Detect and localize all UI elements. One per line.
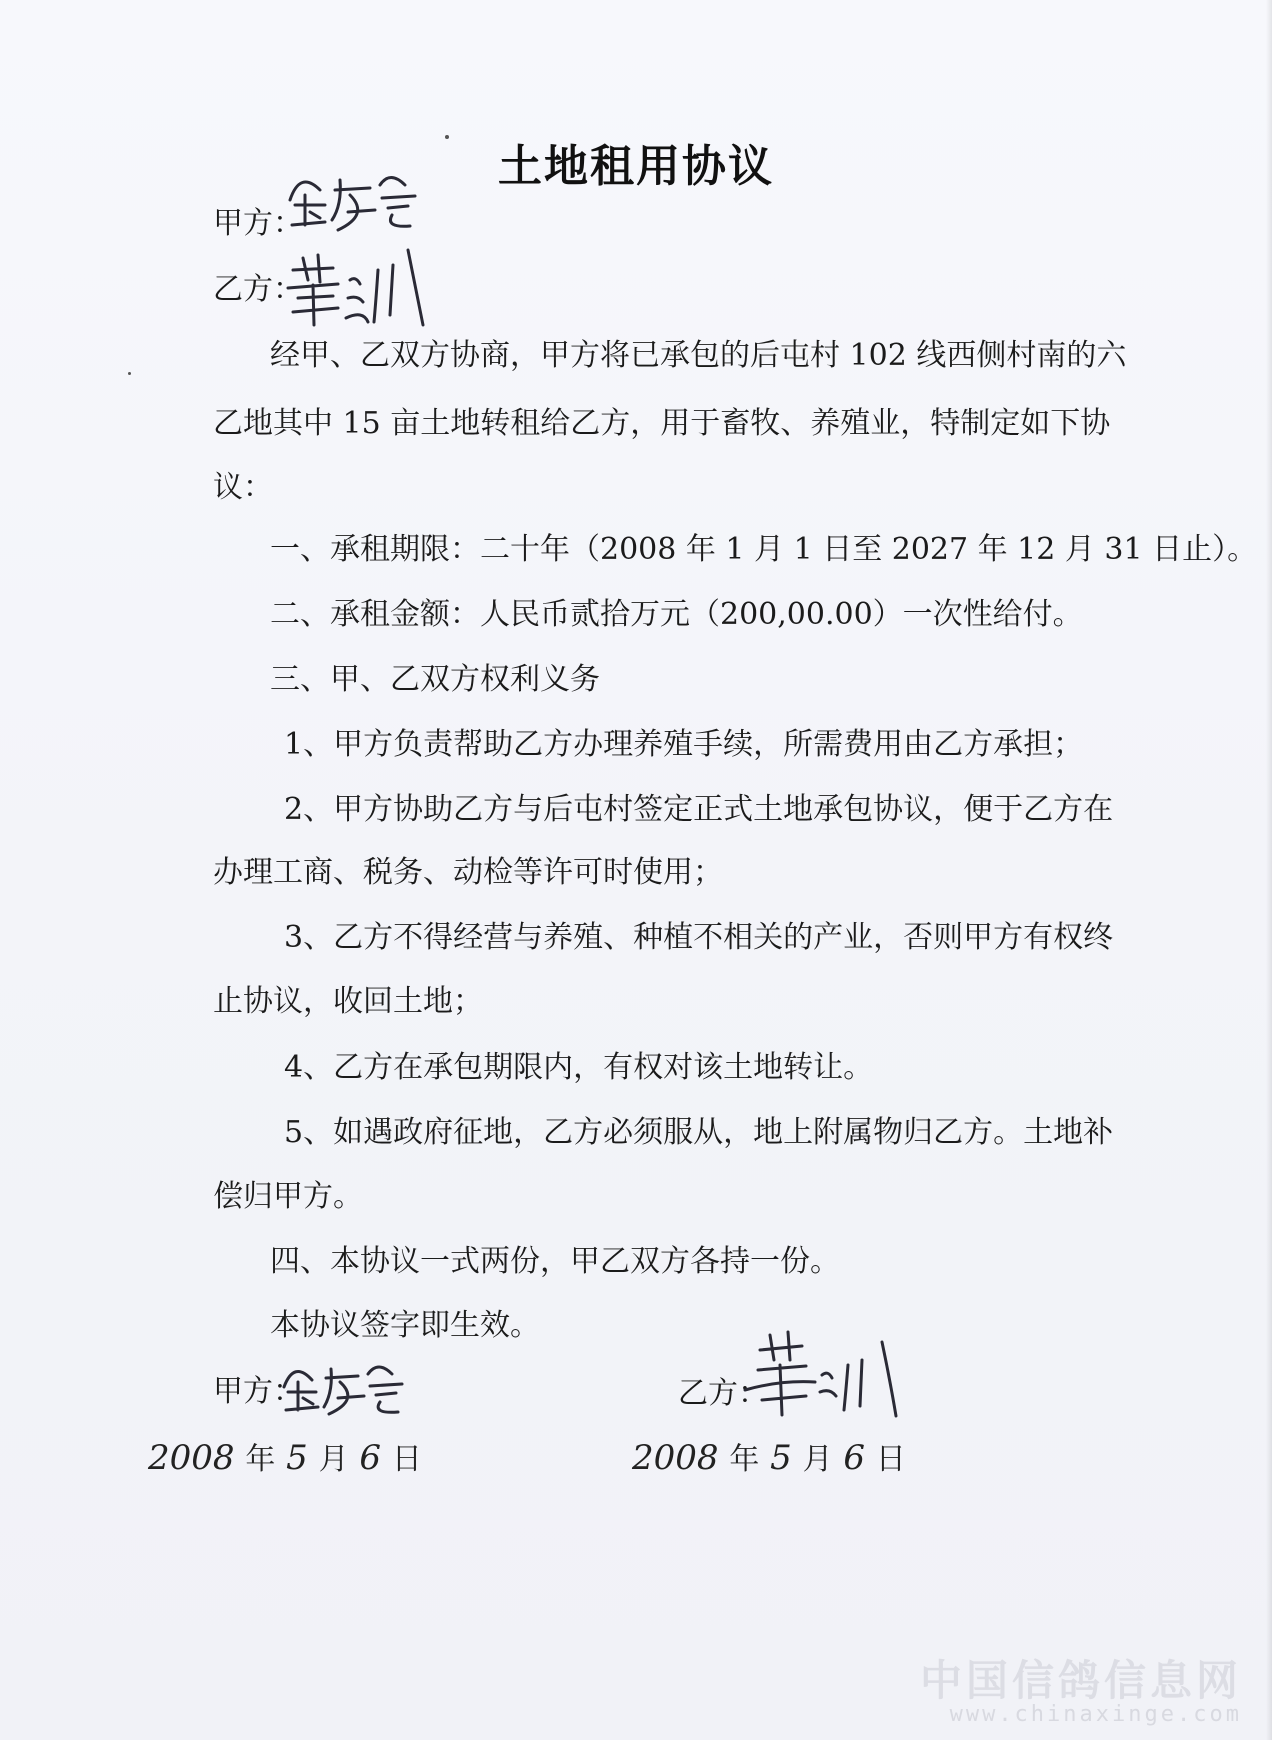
clause-item-3-cont: 止协议，收回土地； — [213, 984, 483, 1019]
footer-party-b-label: 乙方： — [678, 1376, 768, 1411]
clause-item-2: 2、甲方协助乙方与后屯村签定正式土地承包协议，便于乙方在 — [284, 792, 1114, 827]
party-a-label: 甲方： — [213, 206, 303, 241]
page-edge-shadow — [1266, 0, 1272, 1740]
watermark-text: 中国信鸽信息网 — [919, 1656, 1242, 1705]
date-year: 2008 — [148, 1438, 235, 1478]
clause-amount: 二、承租金额：人民币贰拾万元（200,00.00）一次性给付。 — [270, 597, 1083, 632]
clause-item-5-cont: 偿归甲方。 — [213, 1179, 363, 1214]
clause-rights-heading: 三、甲、乙双方权利义务 — [270, 662, 600, 697]
date-month-unit: 月 — [802, 1442, 833, 1477]
paragraph-intro-2: 乙地其中 15 亩土地转租给乙方，用于畜牧、养殖业，特制定如下协 — [213, 406, 1111, 441]
date-year-unit: 年 — [245, 1442, 276, 1477]
document-title: 土地租用协议 — [498, 141, 774, 192]
clause-item-3: 3、乙方不得经营与养殖、种植不相关的产业，否则甲方有权终 — [284, 920, 1114, 955]
date-year: 2008 — [632, 1438, 719, 1478]
clause-item-2-cont: 办理工商、税务、动检等许可时使用； — [213, 855, 723, 890]
clause-item-4: 4、乙方在承包期限内，有权对该土地转让。 — [284, 1050, 874, 1085]
date-month: 5 — [286, 1438, 308, 1478]
footer-party-a-label: 甲方： — [213, 1374, 303, 1409]
clause-item-1: 1、甲方负责帮助乙方办理养殖手续，所需费用由乙方承担； — [284, 727, 1084, 762]
date-day-unit: 日 — [391, 1442, 422, 1477]
footer-party-b-date — [632, 1434, 906, 1478]
date-day: 6 — [843, 1438, 866, 1478]
clause-copies: 四、本协议一式两份，甲乙双方各持一份。 — [270, 1244, 840, 1279]
party-b-label: 乙方： — [213, 272, 303, 307]
watermark-url: www.chinaxinge.com — [949, 1702, 1242, 1727]
clause-effective: 本协议签字即生效。 — [270, 1308, 540, 1343]
paragraph-intro-1: 经甲、乙双方协商，甲方将已承包的后屯村 102 线西侧村南的六 — [270, 338, 1127, 373]
clause-item-5: 5、如遇政府征地，乙方必须服从，地上附属物归乙方。土地补 — [284, 1115, 1114, 1150]
date-day: 6 — [359, 1438, 382, 1478]
scan-speck — [128, 372, 131, 375]
date-month-unit: 月 — [318, 1442, 349, 1477]
date-year-unit: 年 — [729, 1442, 760, 1477]
date-month: 5 — [770, 1438, 792, 1478]
footer-party-a-date — [148, 1434, 422, 1478]
date-day-unit: 日 — [875, 1442, 906, 1477]
paragraph-intro-3: 议： — [213, 470, 273, 505]
clause-term: 一、承租期限：二十年（2008 年 1 月 1 日至 2027 年 12 月 31 日止）。 — [270, 532, 1258, 567]
